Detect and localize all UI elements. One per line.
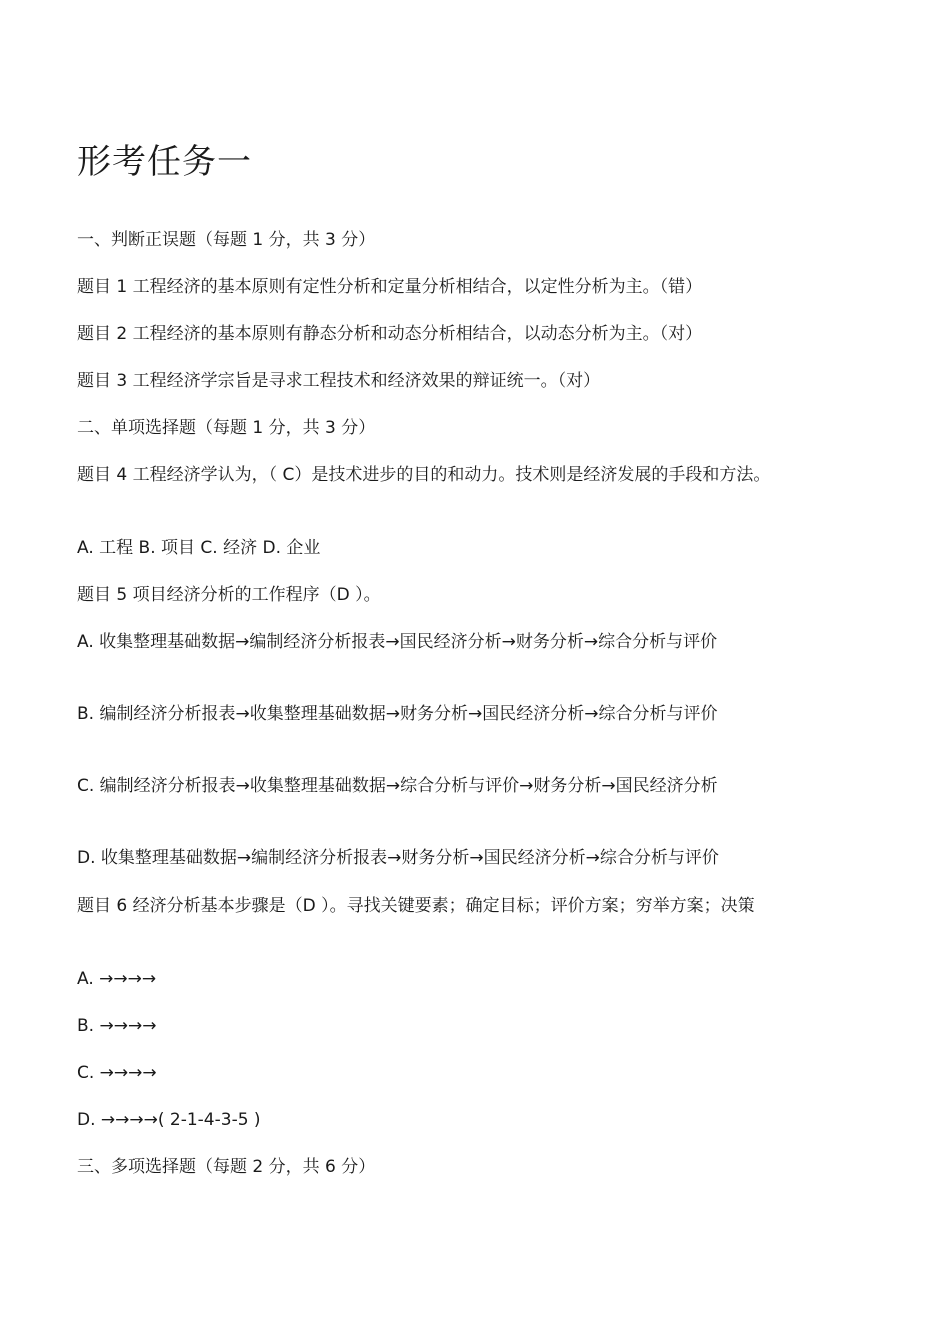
section-heading-single-choice: 二、单项选择题（每题 1 分，共 3 分） bbox=[77, 418, 376, 438]
question-5-option-b: B. 编制经济分析报表→收集整理基础数据→财务分析→国民经济分析→综合分析与评价 bbox=[77, 704, 718, 724]
question-5-option-d: D. 收集整理基础数据→编制经济分析报表→财务分析→国民经济分析→综合分析与评价 bbox=[77, 848, 719, 868]
question-1: 题目 1 工程经济的基本原则有定性分析和定量分析相结合，以定性分析为主。（错） bbox=[77, 277, 703, 297]
question-4: 题目 4 工程经济学认为，（ C）是技术进步的目的和动力。技术则是经济发展的手段和方法。 bbox=[77, 465, 771, 485]
question-6-option-b: B. →→→→ bbox=[77, 1016, 157, 1036]
question-2: 题目 2 工程经济的基本原则有静态分析和动态分析相结合，以动态分析为主。（对） bbox=[77, 324, 703, 344]
page-title: 形考任务一 bbox=[77, 142, 252, 182]
section-heading-multiple-choice: 三、多项选择题（每题 2 分，共 6 分） bbox=[77, 1157, 376, 1177]
question-5: 题目 5 项目经济分析的工作程序（D ）。 bbox=[77, 585, 381, 605]
question-4-options: A. 工程 B. 项目 C. 经济 D. 企业 bbox=[77, 538, 321, 558]
question-6-option-a: A. →→→→ bbox=[77, 969, 157, 989]
question-5-option-a: A. 收集整理基础数据→编制经济分析报表→国民经济分析→财务分析→综合分析与评价 bbox=[77, 632, 718, 652]
question-3: 题目 3 工程经济学宗旨是寻求工程技术和经济效果的辩证统一。（对） bbox=[77, 371, 601, 391]
question-6: 题目 6 经济分析基本步骤是（D ）。寻找关键要素；确定目标；评价方案；穷举方案；决策 bbox=[77, 896, 755, 916]
question-6-option-c: C. →→→→ bbox=[77, 1063, 157, 1083]
question-5-option-c: C. 编制经济分析报表→收集整理基础数据→综合分析与评价→财务分析→国民经济分析 bbox=[77, 776, 718, 796]
section-heading-true-false: 一、判断正误题（每题 1 分，共 3 分） bbox=[77, 230, 376, 250]
question-6-option-d: D. →→→→( 2-1-4-3-5 ) bbox=[77, 1110, 261, 1130]
